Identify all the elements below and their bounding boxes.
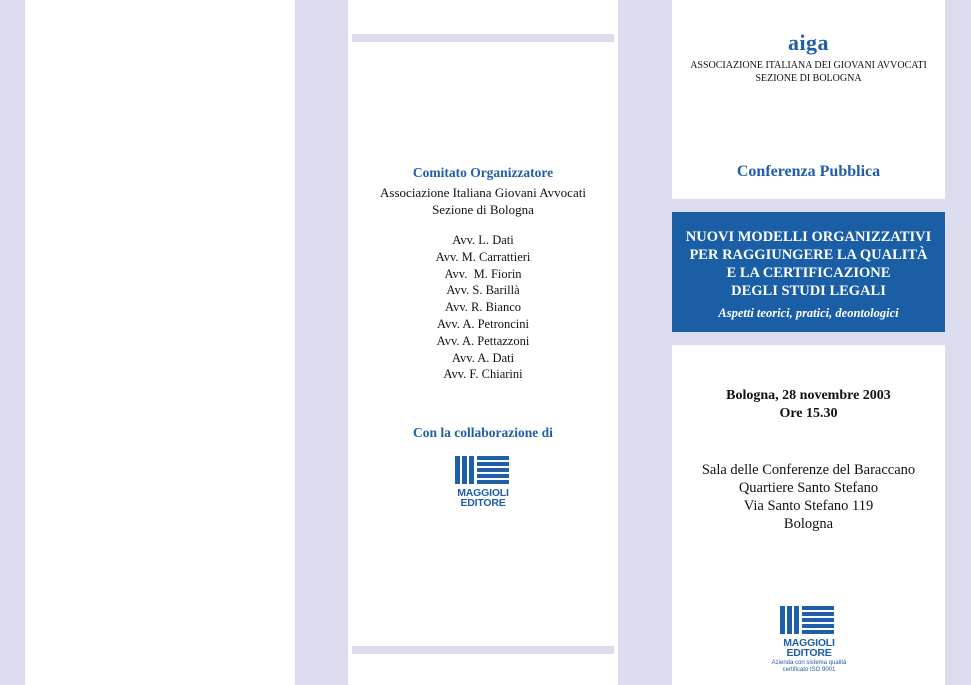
middle-bottom-divider xyxy=(352,646,614,654)
event-type: Conferenza Pubblica xyxy=(736,163,881,180)
maggioli-logo-right xyxy=(764,606,854,674)
title-line: E LA CERTIFICAZIONE xyxy=(726,265,891,281)
member-item: Avv. M. Carrattieri xyxy=(435,249,531,264)
collaboration-section xyxy=(348,425,618,441)
logo-line1: MAGGIOLI xyxy=(783,637,835,649)
venue-line: Sala delle Conferenze del Baraccano xyxy=(701,462,916,478)
committee-line: Associazione Italiana Giovani Avvocati xyxy=(380,185,586,200)
title-line: NUOVI MODELLI ORGANIZZATIVI xyxy=(685,229,932,245)
logo-tagline-line: certificato ISO 9001 xyxy=(782,667,836,673)
event-date: Bologna, 28 novembre 2003 xyxy=(726,388,891,403)
maggioli-logo-middle xyxy=(455,456,511,508)
event-time: Ore 15.30 xyxy=(779,406,838,421)
title-line: DEGLI STUDI LEGALI xyxy=(731,283,886,299)
logo-line1: MAGGIOLI xyxy=(457,487,509,499)
logo-line2: EDITORE xyxy=(786,647,832,659)
event-title-box xyxy=(672,212,945,332)
member-item: Avv. A. Pettazzoni xyxy=(436,333,530,348)
maggioli-logo-icon xyxy=(780,606,834,638)
committee-title: Comitato Organizzatore xyxy=(412,165,554,180)
maggioli-logo-icon xyxy=(455,456,509,488)
logo-tagline-line: Azienda con sistema qualità xyxy=(771,660,847,666)
venue-line: Via Santo Stefano 119 xyxy=(743,498,874,514)
org-full-name: ASSOCIAZIONE ITALIANA DEI GIOVANI AVVOCATI xyxy=(690,60,927,71)
logo-tagline xyxy=(764,660,854,674)
member-item: Avv. A. Petroncini xyxy=(436,316,529,331)
venue-line: Quartiere Santo Stefano xyxy=(738,480,879,496)
venue-line: Bologna xyxy=(783,516,834,532)
member-item: Avv. M. Fiorin xyxy=(444,266,522,281)
member-item: Avv. R. Bianco xyxy=(444,300,522,315)
event-title xyxy=(672,228,945,300)
middle-top-divider xyxy=(352,34,614,42)
event-datetime xyxy=(672,387,945,423)
event-subtitle: Aspetti teorici, pratici, deontologici xyxy=(718,306,899,320)
left-panel xyxy=(25,0,295,685)
title-line: PER RAGGIUNGERE LA QUALITÀ xyxy=(689,247,928,263)
event-venue xyxy=(672,461,945,533)
org-header xyxy=(672,30,945,85)
collaboration-title: Con la collaborazione di xyxy=(413,425,553,440)
member-item: Avv. S. Barillà xyxy=(446,283,520,298)
member-item: Avv. L. Dati xyxy=(452,233,514,247)
org-short-name: aiga xyxy=(787,30,830,55)
member-list xyxy=(348,232,618,383)
logo-line2: EDITORE xyxy=(460,497,506,509)
member-item: Avv. F. Chiarini xyxy=(443,367,523,382)
committee-section xyxy=(348,165,618,383)
member-item: Avv. A. Dati xyxy=(451,350,515,365)
committee-line: Sezione di Bologna xyxy=(432,202,534,217)
org-section: SEZIONE DI BOLOGNA xyxy=(755,73,862,84)
